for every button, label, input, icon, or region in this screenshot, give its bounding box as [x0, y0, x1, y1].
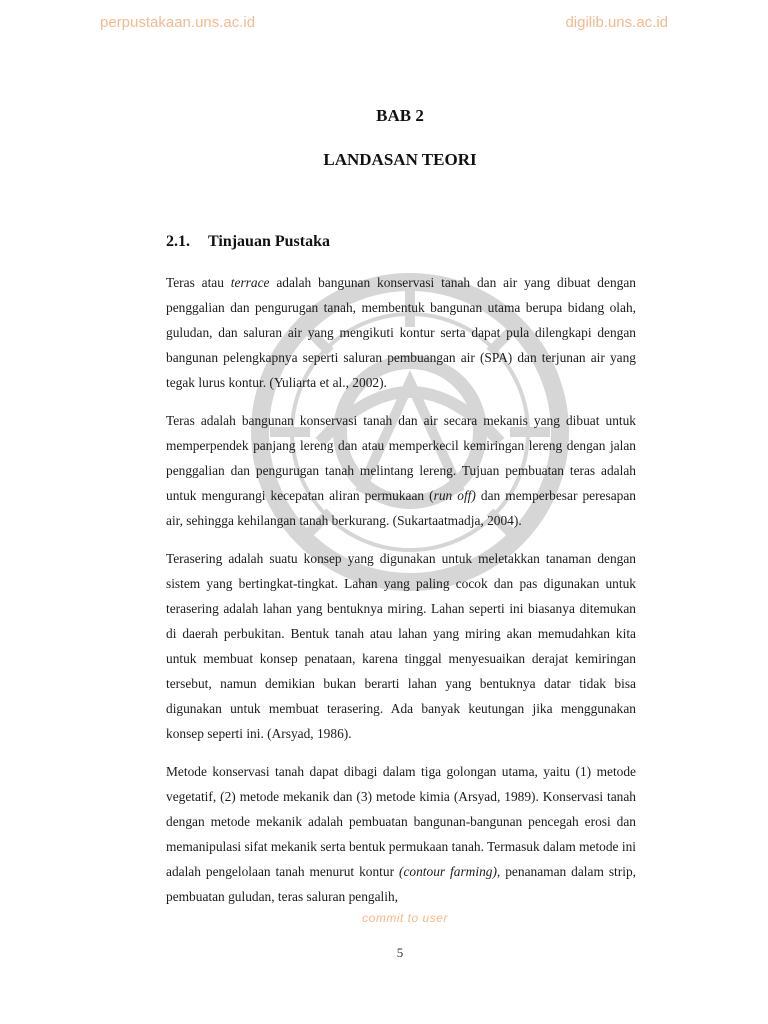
- chapter-title: LANDASAN TEORI: [323, 150, 477, 169]
- body-text: [166, 270, 636, 922]
- paragraph-text: Teras atau: [166, 275, 231, 290]
- section-number: 2.1.: [166, 233, 190, 250]
- paragraph-text: dan memperbesar peresapan air, sehingga kehilangan tanah berkurang. (Sukartaatmadja, 2004).: [166, 488, 636, 528]
- paragraph-3: [166, 546, 636, 746]
- section-heading: [166, 233, 330, 251]
- italic-term: run off): [433, 488, 476, 503]
- italic-term: (contour farming),: [398, 864, 501, 879]
- paragraph-text: Teras adalah bangunan konservasi tanah dan air secara mekanis yang dibuat untuk memperpendek panjang lereng dan atau memperkecil kemiringan lereng dengan jalan penggalian dan pengurugan tanah melintang lereng. Tujuan pembuatan teras adalah untuk mengurangi kecepatan aliran permukaan (: [166, 413, 636, 503]
- paragraph-text: Metode konservasi tanah dapat dibagi dalam tiga golongan utama, yaitu (1) metode vegetatif, (2) metode mekanik dan (3) metode kimia (Arsyad, 1989). Konservasi tanah dengan metode mekanik adalah pembuatan bangunan-bangunan pencegah erosi dan memanipulasi sifat mekanik serta bentuk permukaan tanah. Termasuk dalam metode ini adalah pengelolaan tanah menurut kontur: [166, 764, 636, 879]
- section-title: Tinjauan Pustaka: [208, 233, 330, 250]
- footer-note: commit to user: [362, 911, 448, 925]
- paragraph-text: adalah bangunan konservasi tanah dan air yang dibuat dengan penggalian dan pengurugan tanah, membentuk bangunan utama berupa bidang olah, guludan, dan saluran air yang mengikuti kontur serta dapat pula dilengkapi dengan bangunan pelengkapnya seperti saluran pembuangan air (SPA) dan terjunan air yang tegak lurus kontur. (Yuliarta et al., 2002).: [166, 275, 636, 390]
- paragraph-4: [166, 759, 636, 909]
- paragraph-text: Terasering adalah suatu konsep yang digunakan untuk meletakkan tanaman dengan sistem yang bertingkat-tingkat. Lahan yang paling cocok dan pas digunakan untuk terasering adalah lahan yang bentuknya miring. Lahan seperti ini biasanya ditemukan di daerah perbukitan. Bentuk tanah atau lahan yang miring akan memudahkan kita untuk membuat konsep penataan, karena tinggal menyesuaikan derajat kemiringan tersebut, namun demikian bukan berarti lahan yang bentuknya datar tidak bisa digunakan untuk membuat terasering. Ada banyak keutungan jika menggunakan konsep seperti ini. (Arsyad, 1986).: [166, 551, 636, 741]
- paragraph-text: penanaman dalam strip, pembuatan guludan, teras saluran pengalih,: [166, 864, 636, 904]
- header-left-url: perpustakaan.uns.ac.id: [100, 14, 256, 31]
- italic-term: terrace: [230, 275, 270, 290]
- paragraph-1: [166, 270, 636, 395]
- paragraph-2: [166, 408, 636, 533]
- chapter-number: BAB 2: [376, 106, 424, 125]
- page-number: 5: [396, 945, 404, 960]
- header-right-url: digilib.uns.ac.id: [565, 14, 668, 31]
